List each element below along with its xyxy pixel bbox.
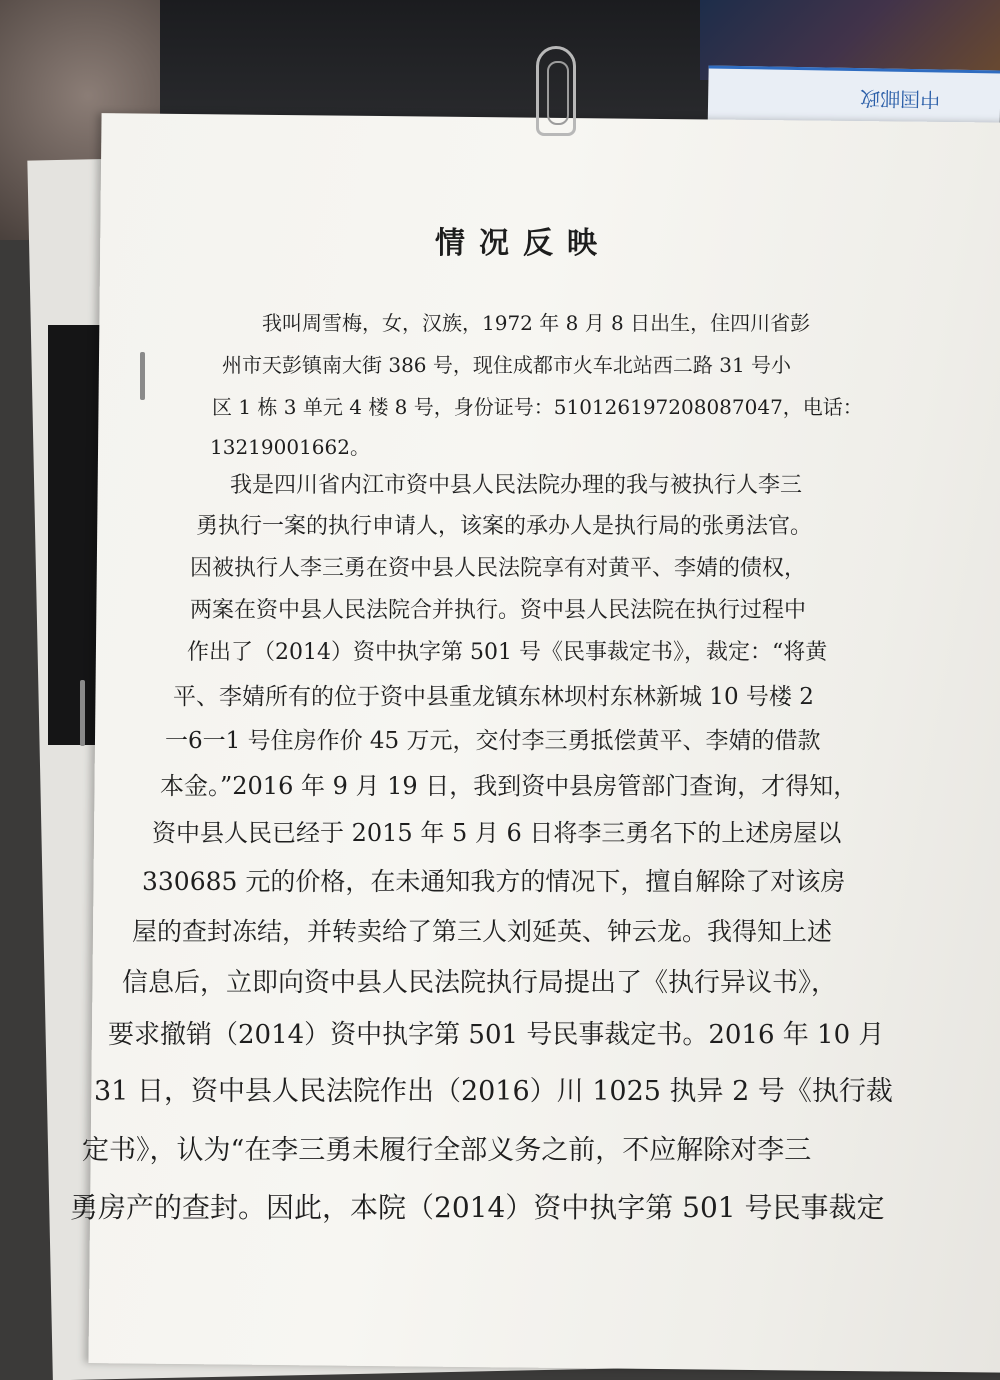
document-line: 一6一1 号住房作价 45 万元，交付李三勇抵偿黄平、李婧的借款 xyxy=(165,728,821,754)
document-line: 区 1 栋 3 单元 4 楼 8 号，身份证号：510126197208087047，电话： xyxy=(212,395,863,419)
document-line: 平、李婧所有的位于资中县重龙镇东林坝村东林新城 10 号楼 2 xyxy=(173,684,814,710)
document-line: 勇执行一案的执行申请人，该案的承办人是执行局的张勇法官。 xyxy=(196,514,813,539)
document-line: 州市天彭镇南大街 386 号，现住成都市火车北站西二路 31 号小 xyxy=(222,353,792,377)
document-line: 我是四川省内江市资中县人民法院办理的我与被执行人李三 xyxy=(230,473,803,498)
document-line: 330685 元的价格，在未通知我方的情况下，擅自解除了对该房 xyxy=(142,867,846,896)
document-line: 我叫周雪梅，女，汉族，1972 年 8 月 8 日出生，住四川省彭 xyxy=(262,311,811,335)
document-line: 本金。”2016 年 9 月 19 日，我到资中县房管部门查询，才得知， xyxy=(160,772,858,800)
background-dark-surface xyxy=(160,0,720,130)
staple-top xyxy=(140,352,145,400)
binder-clip xyxy=(536,46,576,136)
box-text: 中国邮政 xyxy=(859,86,941,112)
document-line: 定书》，认为“在李三勇未履行全部义务之前，不应解除对李三 xyxy=(82,1135,812,1166)
document-line: 要求撤销（2014）资中执字第 501 号民事裁定书。2016 年 10 月 xyxy=(108,1020,885,1050)
document-title: 情况反映 xyxy=(435,226,611,261)
document-line: 信息后，立即向资中县人民法院执行局提出了《执行异议书》， xyxy=(122,968,838,998)
document-line: 两案在资中县人民法院合并执行。资中县人民法院在执行过程中 xyxy=(190,598,807,623)
document-line: 资中县人民已经于 2015 年 5 月 6 日将李三勇名下的上述房屋以 xyxy=(152,819,842,847)
document-line: 勇房产的查封。因此，本院（2014）资中执字第 501 号民事裁定 xyxy=(70,1191,885,1224)
document-line: 屋的查封冻结，并转卖给了第三人刘延英、钟云龙。我得知上述 xyxy=(132,917,833,946)
staple-bottom xyxy=(80,680,85,746)
document-line: 13219001662。 xyxy=(210,435,370,459)
document-line: 因被执行人李三勇在资中县人民法院享有对黄平、李婧的债权， xyxy=(190,556,807,581)
document-line: 31 日，资中县人民法院作出（2016）川 1025 执异 2 号《执行裁 xyxy=(94,1076,893,1107)
document-line: 作出了（2014）资中执字第 501 号《民事裁定书》，裁定：“将黄 xyxy=(187,640,828,665)
